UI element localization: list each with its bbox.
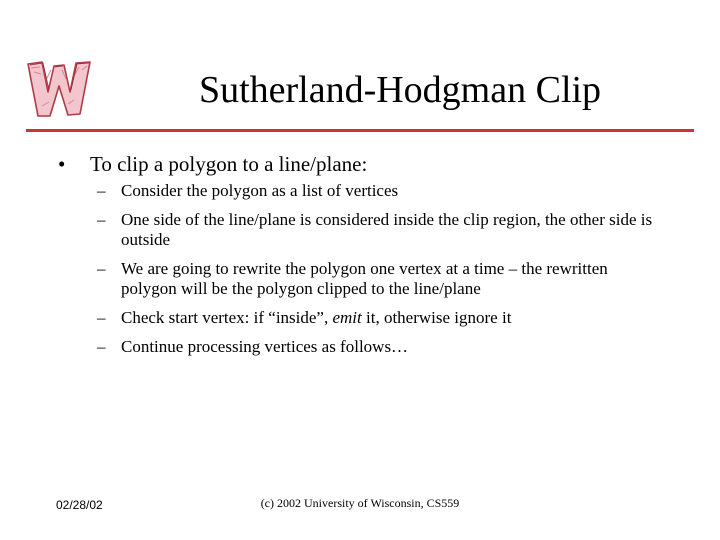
main-bullet-text: To clip a polygon to a line/plane:	[90, 152, 368, 176]
title-divider	[26, 129, 694, 132]
sub-bullet-item	[97, 308, 657, 328]
sub-bullet-item	[97, 181, 657, 201]
slide-content	[58, 148, 698, 366]
sub-bullet-text-start: Check start vertex: if “inside”,	[121, 308, 333, 327]
sub-bullet-item	[97, 337, 657, 357]
sub-bullet-text: Consider the polygon as a list of vertices	[121, 181, 399, 200]
sub-bullet-item	[97, 259, 657, 299]
sub-bullet-marker: –	[97, 308, 106, 327]
sub-bullet-text: Continue processing vertices as follows…	[121, 337, 409, 356]
main-bullet	[58, 148, 698, 180]
sub-bullet-marker: –	[97, 181, 106, 200]
bullet-marker: •	[58, 152, 66, 176]
sub-bullet-text	[121, 308, 657, 328]
footer-date: 02/28/02	[56, 498, 103, 512]
sub-bullet-marker: –	[97, 337, 106, 356]
sub-bullet-text: We are going to rewrite the polygon one vertex at a time – the rewritten polygon will be the polygon clipped to the line/plane	[121, 259, 608, 298]
slide-title: Sutherland-Hodgman Clip	[198, 69, 602, 111]
sub-bullet-item	[97, 210, 657, 250]
university-w-logo-icon	[22, 52, 94, 124]
footer-copyright: (c) 2002 University of Wisconsin, CS559	[260, 496, 460, 510]
emphasized-word: emit	[332, 308, 362, 327]
sub-bullet-text-end: it, otherwise ignore it	[361, 308, 512, 327]
sub-bullet-marker: –	[97, 210, 106, 229]
sub-bullet-list	[97, 181, 698, 357]
sub-bullet-text: One side of the line/plane is considered inside the clip region, the other side is outside	[121, 210, 653, 249]
sub-bullet-marker: –	[97, 259, 106, 278]
